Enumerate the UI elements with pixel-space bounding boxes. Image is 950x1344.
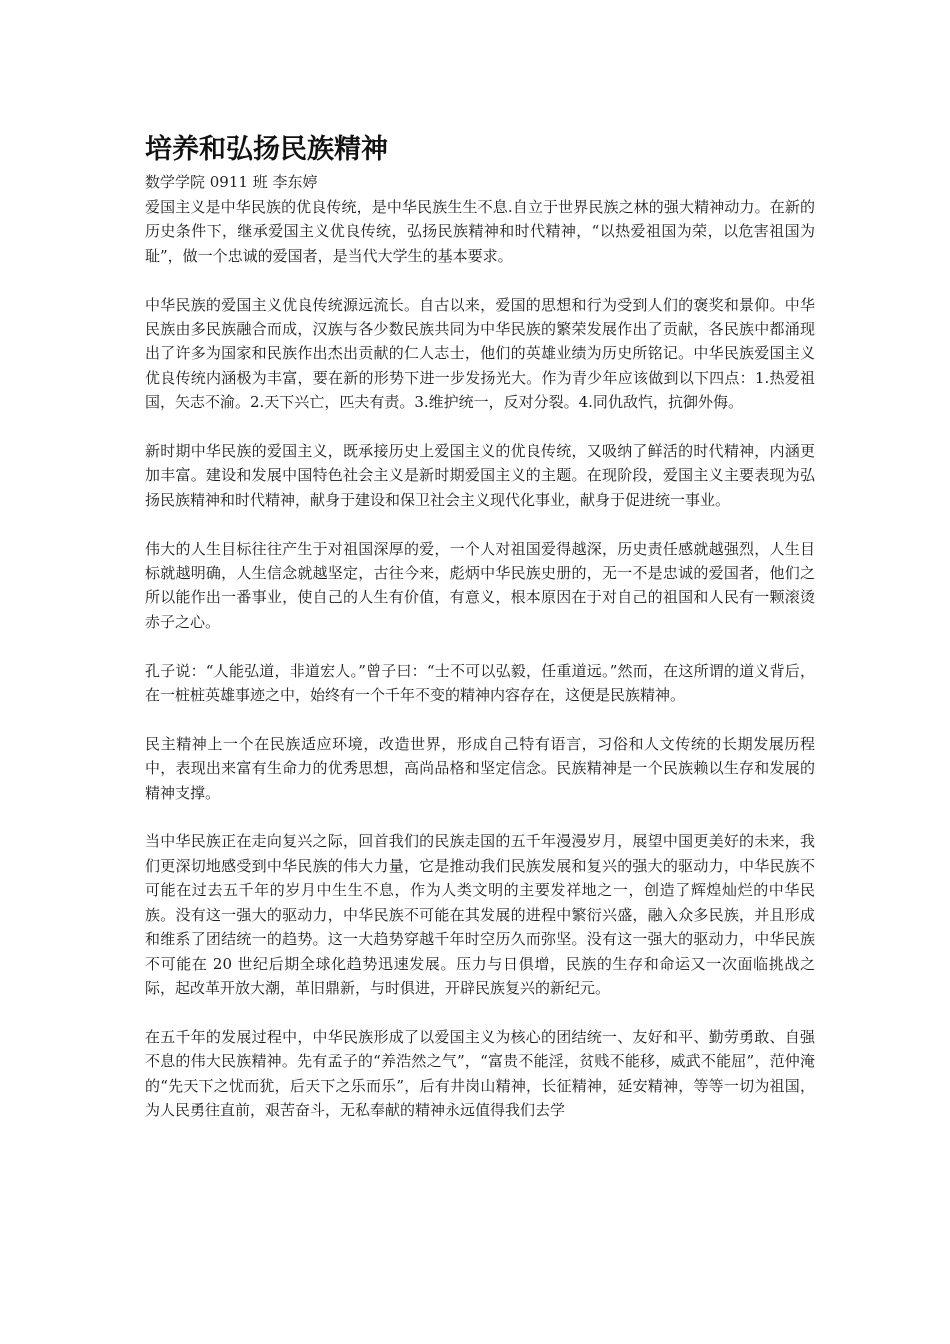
page-title: 培养和弘扬民族精神 <box>145 134 388 165</box>
paragraph: 中华民族的爱国主义优良传统源远流长。自古以来，爱国的思想和行为受到人们的褒奖和景仰。中华民族由多民族融合而成，汉族与各少数民族共同为中华民族的繁荣发展作出了贡献，各民族中都涌现出了许多为国家和民族作出杰出贡献的仁人志士，他们的英雄业绩为历史所铭记。中华民族爱国主义优良传统内涵极为丰富，要在新的形势下进一步发扬光大。作为青少年应该做到以下四点：1.热爱祖国，矢志不渝。2.天下兴亡，匹夫有责。3.维护统一，反对分裂。4.同仇敌忾，抗御外侮。 <box>145 295 815 412</box>
paragraph: 在五千年的发展过程中，中华民族形成了以爱国主义为核心的团结统一、友好和平、勤劳勇敢、自强不息的伟大民族精神。先有孟子的“养浩然之气”，“富贵不能淫，贫贱不能移，威武不能屈”，范仲淹的“先天下之忧而犹，后天下之乐而乐”，后有井岗山精神，长征精神，延安精神，等等一切为祖国，为人民勇往直前，艰苦奋斗，无私奉献的精神永远值得我们去学 <box>145 1027 815 1119</box>
author-byline: 数学学院 0911 班 李东婷 <box>145 173 318 191</box>
paragraph: 爱国主义是中华民族的优良传统，是中华民族生生不息.自立于世界民族之林的强大精神动力。在新的历史条件下，继承爱国主义优良传统，弘扬民族精神和时代精神，“以热爱祖国为荣，以危害祖国为耻”，做一个忠诚的爱国者，是当代大学生的基本要求。 <box>145 198 815 265</box>
paragraph: 伟大的人生目标往往产生于对祖国深厚的爱，一个人对祖国爱得越深，历史责任感就越强烈，人生目标就越明确，人生信念就越坚定，古往今来，彪炳中华民族史册的，无一不是忠诚的爱国者，他们之所以能作出一番事业，使自己的人生有价值，有意义，根本原因在于对自己的祖国和人民有一颗滚烫赤子之心。 <box>145 539 815 631</box>
document-page <box>145 130 815 1122</box>
paragraph: 孔子说：“人能弘道，非道宏人。”曾子曰：“士不可以弘毅，任重道远。”然而，在这所谓的道义背后，在一桩桩英雄事迹之中，始终有一个千年不变的精神内容存在，这便是民族精神。 <box>145 661 815 705</box>
paragraph: 新时期中华民族的爱国主义，既承接历史上爱国主义的优良传统，又吸纳了鲜活的时代精神，内涵更加丰富。建设和发展中国特色社会主义是新时期爱国主义的主题。在现阶段，爱国主义主要表现为弘扬民族精神和时代精神，献身于建设和保卫社会主义现代化事业，献身于促进统一事业。 <box>145 442 815 509</box>
paragraph: 民主精神上一个在民族适应环境，改造世界，形成自己特有语言，习俗和人文传统的长期发展历程中，表现出来富有生命力的优秀思想，高尚品格和坚定信念。民族精神是一个民族赖以生存和发展的精神支撑。 <box>145 734 815 802</box>
paragraph: 当中华民族正在走向复兴之际，回首我们的民族走国的五千年漫漫岁月，展望中国更美好的未来，我们更深切地感受到中华民族的伟大力量，它是推动我们民族发展和复兴的强大的驱动力，中华民族不可能在过去五千年的岁月中生生不息，作为人类文明的主要发祥地之一，创造了辉煌灿烂的中华民族。没有这一强大的驱动力，中华民族不可能在其发展的进程中繁衍兴盛，融入众多民族，并且形成和维系了团结统一的趋势。这一大趋势穿越千年时空历久而弥坚。没有这一强大的驱动力，中华民族不可能在 20 世纪后期全球化趋势迅速发展。压力与日俱增，民族的生存和命运又一次面临挑战之际，起改革开放大潮，革旧鼎新，与时俱进，开辟民族复兴的新纪元。 <box>145 832 815 997</box>
